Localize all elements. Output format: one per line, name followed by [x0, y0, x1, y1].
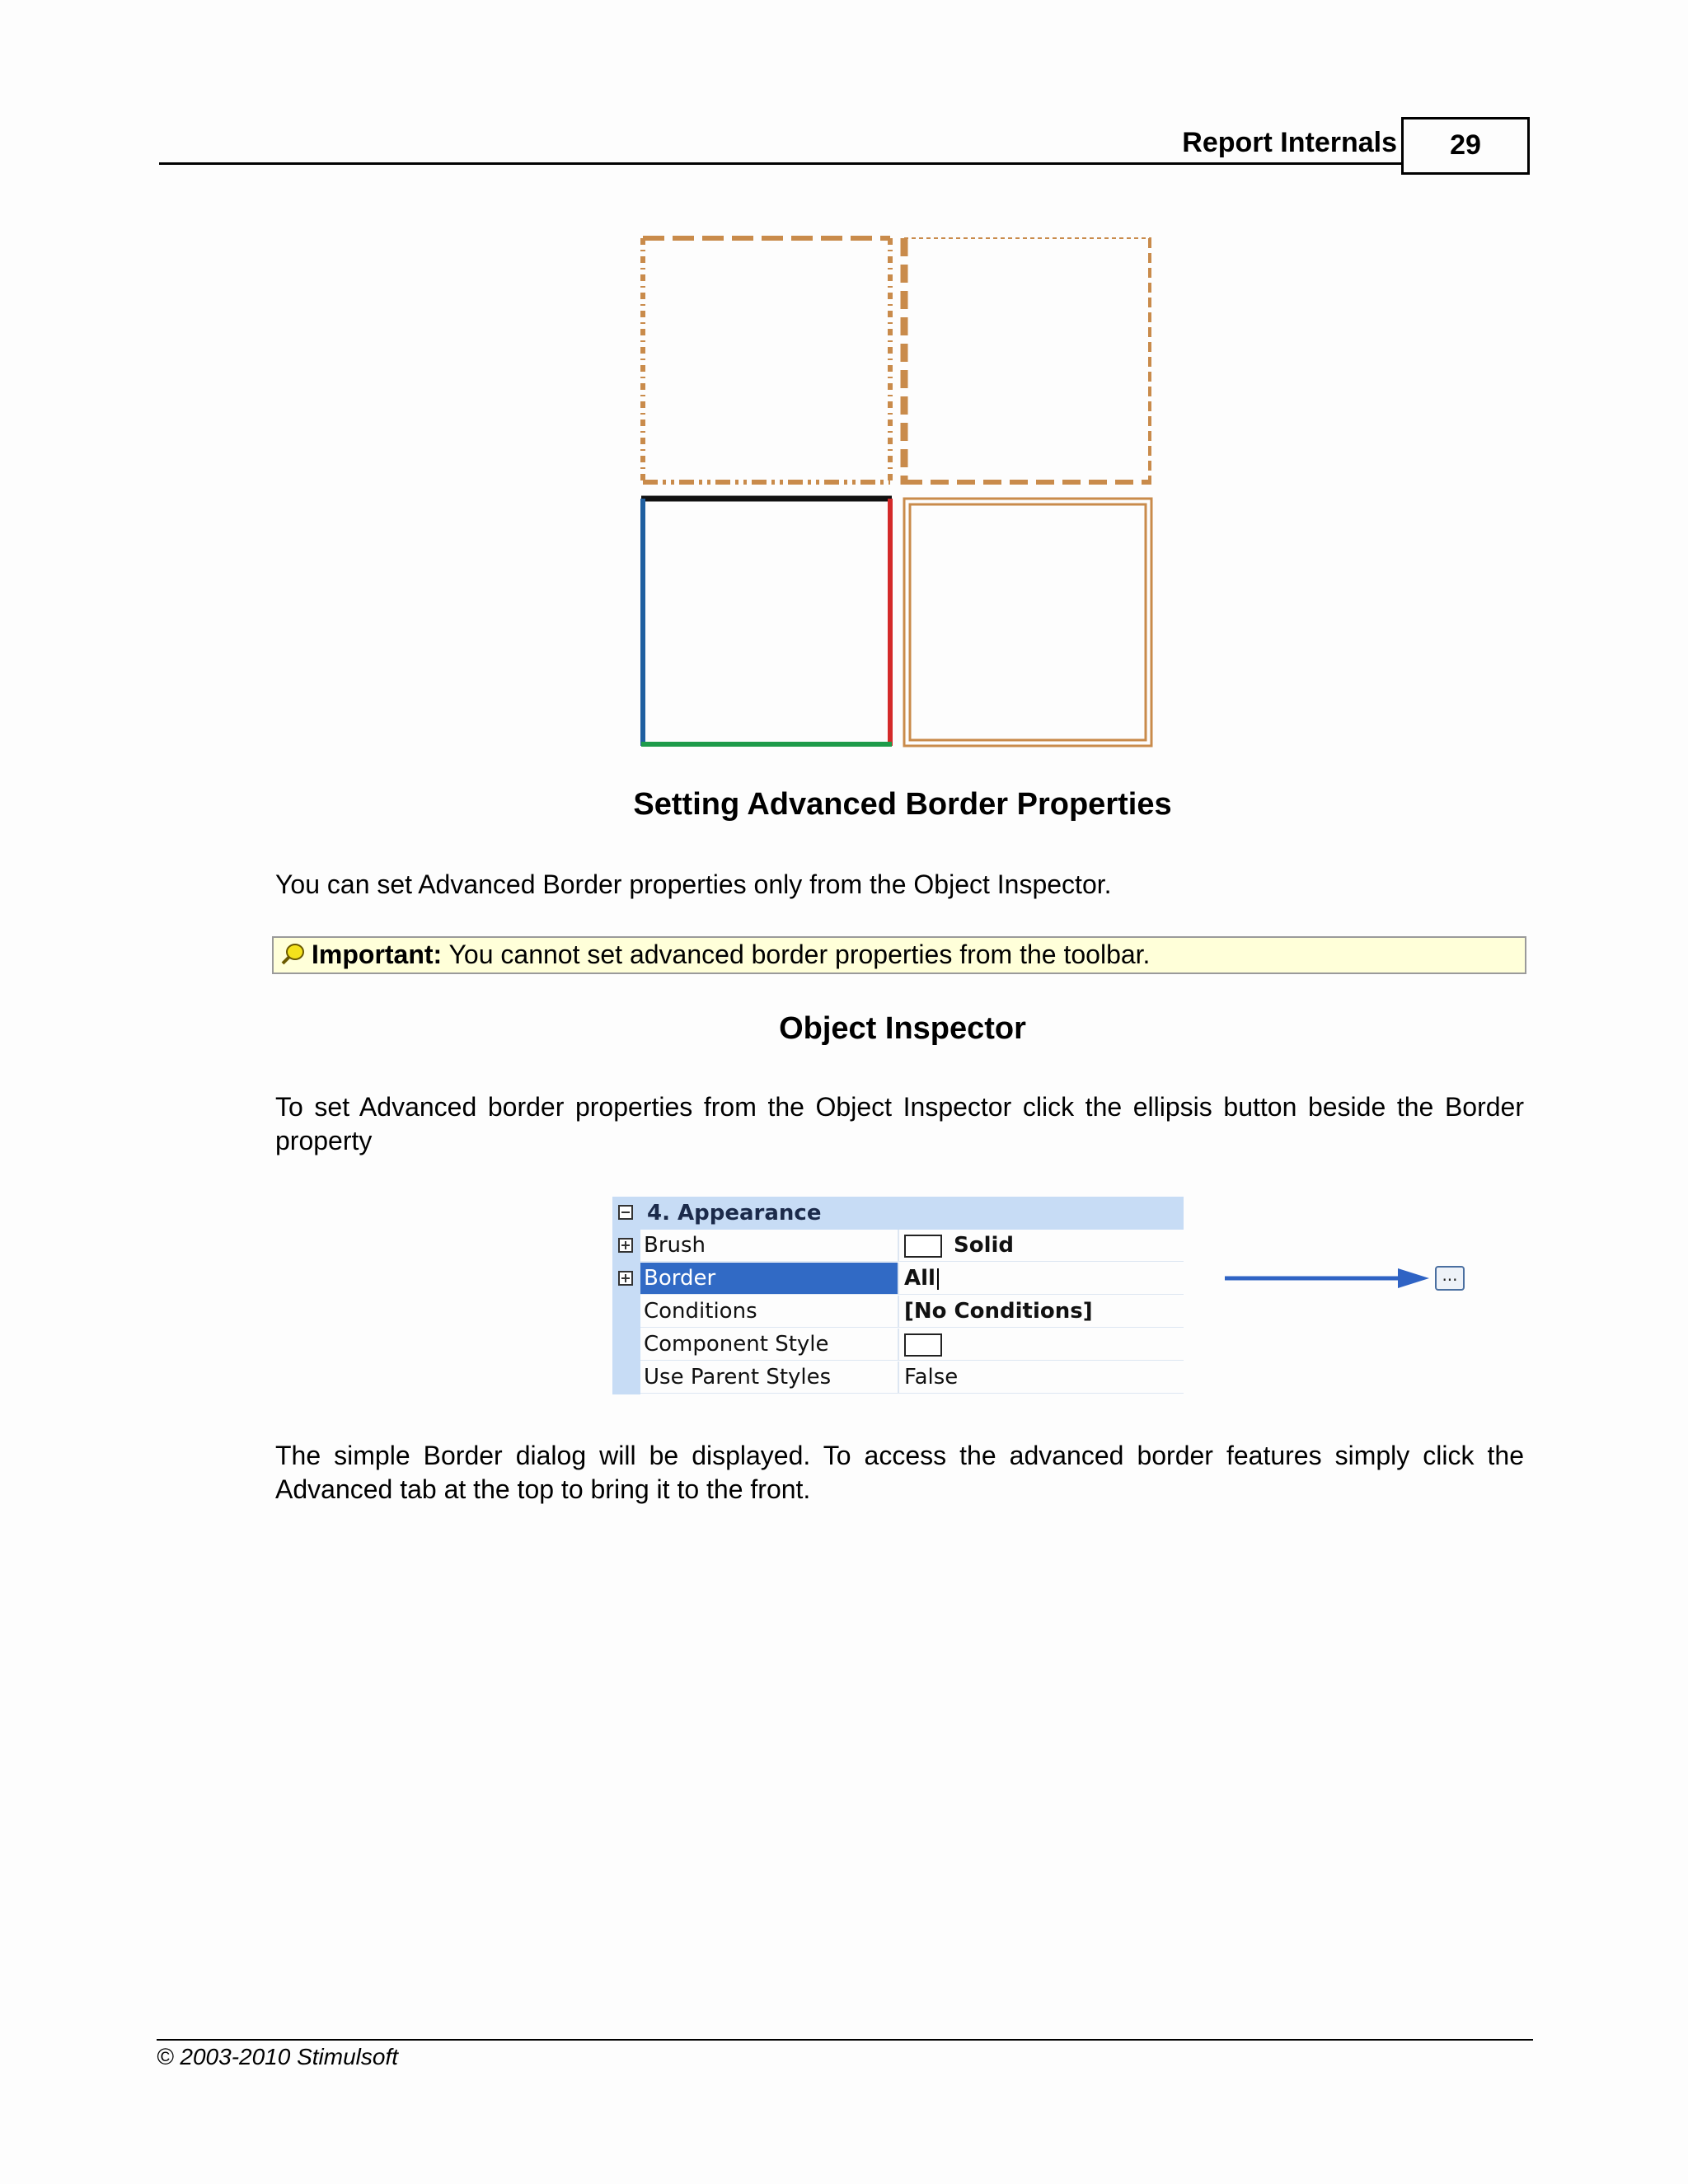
demo-box-double [904, 499, 1151, 746]
footer-copyright: © 2003-2010 Stimulsoft [157, 2044, 399, 2069]
object-inspector [612, 1197, 1458, 1395]
category-label: 4. Appearance [647, 1201, 822, 1226]
ellipsis-button[interactable]: ... [1435, 1266, 1465, 1291]
property-name: Component Style [640, 1329, 899, 1361]
important-note [272, 936, 1526, 974]
lightbulb-icon [280, 943, 305, 966]
section-heading: Setting Advanced Border Properties [633, 787, 1172, 822]
property-name: Brush [640, 1230, 899, 1262]
expand-icon[interactable] [618, 1238, 633, 1253]
expand-icon[interactable] [618, 1271, 633, 1286]
intro-paragraph: You can set Advanced Border properties only from the Object Inspector. [275, 869, 1112, 899]
property-name: Use Parent Styles [640, 1361, 899, 1394]
property-row-brush[interactable] [612, 1230, 1184, 1263]
property-value[interactable]: False [899, 1361, 1184, 1394]
property-value-border[interactable]: All ... [899, 1263, 1184, 1295]
property-value[interactable]: [No Conditions] [899, 1296, 1184, 1328]
property-value[interactable] [899, 1329, 1184, 1361]
header-rule [159, 162, 1401, 165]
collapse-icon[interactable] [618, 1205, 633, 1220]
property-name: Conditions [640, 1296, 899, 1328]
note-label: Important: [312, 940, 443, 969]
demo-box-dashed [904, 238, 1151, 485]
page-number: 29 [1401, 117, 1530, 175]
header-title: Report Internals [1182, 127, 1397, 158]
border-styles-illustration [639, 233, 1158, 752]
inspector-heading: Object Inspector [779, 1011, 1026, 1046]
property-name-selected: Border [640, 1263, 899, 1295]
demo-box-multicolor [641, 499, 892, 746]
note-text: You cannot set advanced border properties from the toolbar. [442, 940, 1151, 969]
brush-swatch [904, 1235, 942, 1258]
property-value[interactable]: Solid [899, 1230, 1184, 1262]
property-row-conditions[interactable] [612, 1296, 1184, 1329]
text-caret [937, 1268, 939, 1290]
arrow-icon [1225, 1266, 1431, 1291]
property-row-border[interactable] [612, 1263, 1458, 1296]
property-row-use-parent-styles[interactable] [612, 1361, 1184, 1394]
demo-box-dashdot [643, 238, 890, 485]
dialog-paragraph: The simple Border dialog will be displayed. To access the advanced border features simply click the Advanced tab at the top to bring it to the front. [275, 1441, 1524, 1504]
footer-rule [157, 2039, 1533, 2041]
category-row-appearance[interactable] [612, 1197, 1184, 1230]
style-swatch [904, 1333, 942, 1357]
property-row-component-style[interactable] [612, 1329, 1184, 1361]
inspector-paragraph: To set Advanced border properties from the Object Inspector click the ellipsis button beside the Border property [275, 1092, 1524, 1155]
